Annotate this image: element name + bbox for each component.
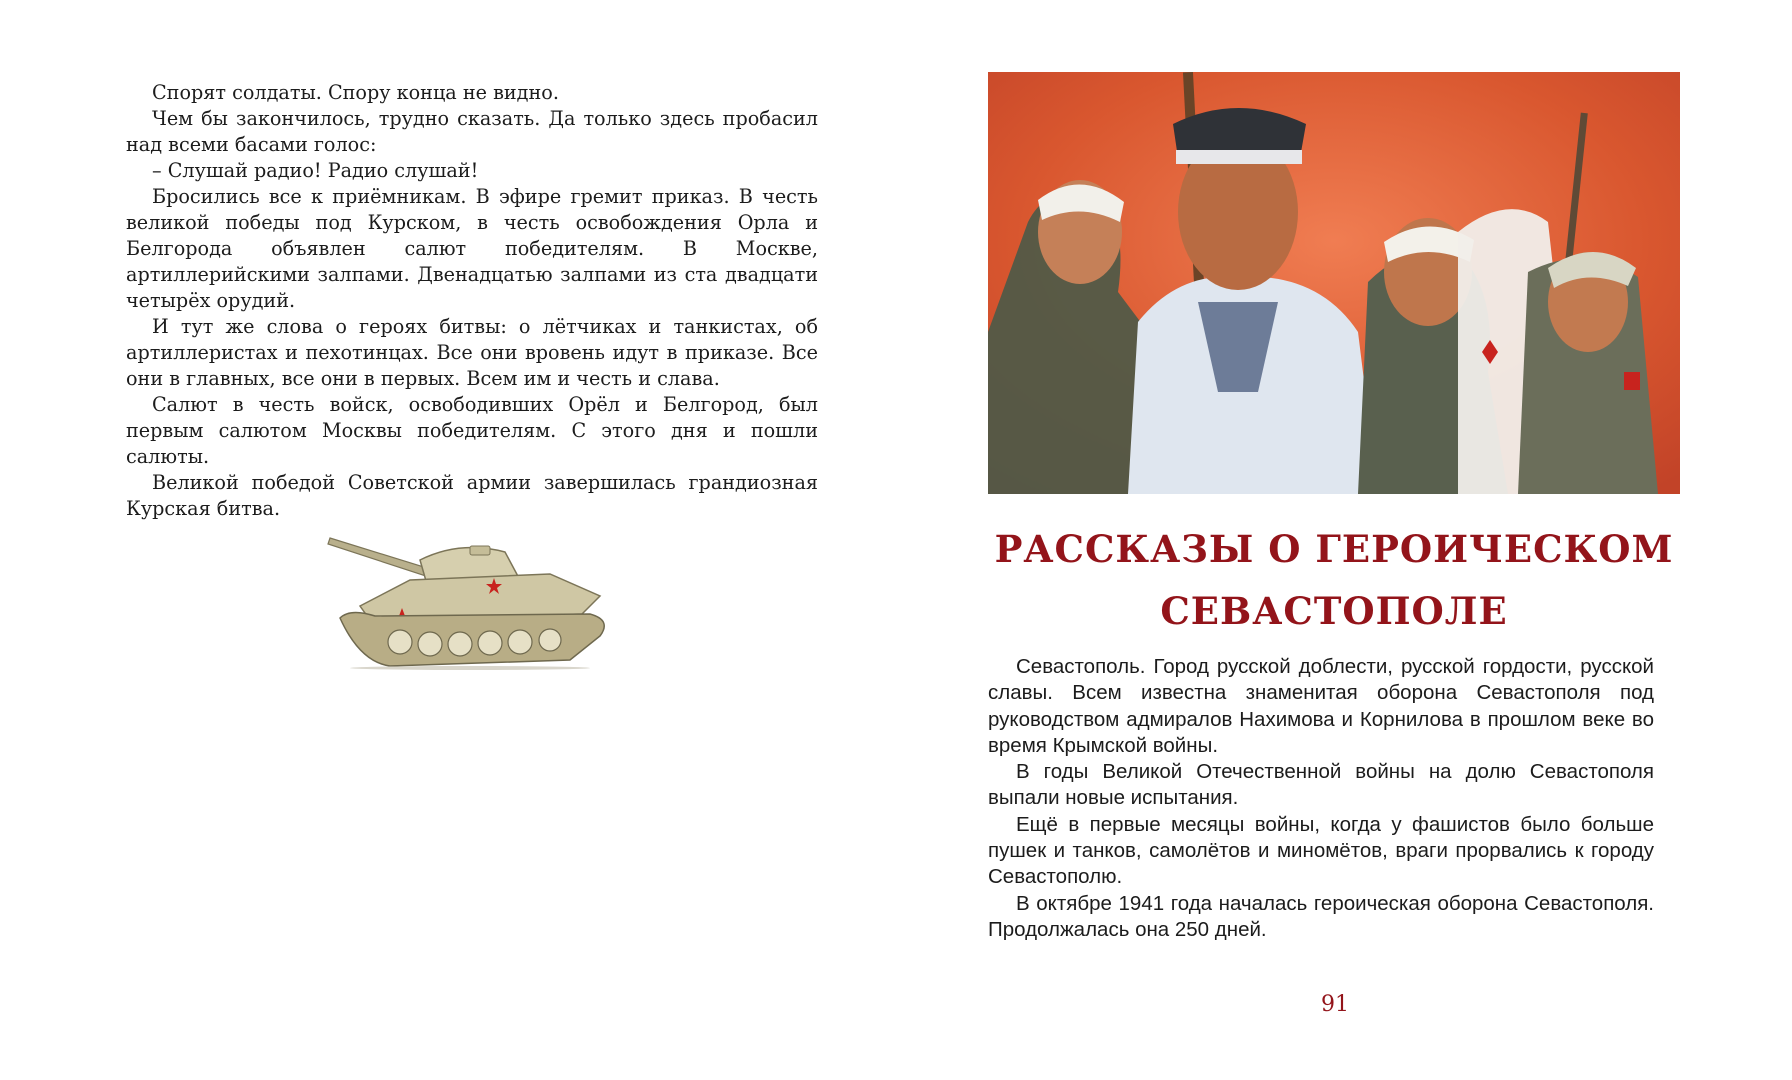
right-page-text [988, 654, 1654, 943]
paragraph: В октябре 1941 года началась героическая оборона Севастополя. Продолжалась она 250 дней. [988, 891, 1654, 941]
paragraph: И тут же слова о героях битвы: о лётчиках и танкистах, об артиллеристах и пехотинцах. Все они вровень идут в приказе. Все они в главных, все они в первых. Всем им и честь и слава. [126, 315, 818, 390]
page-number: 91 [1321, 992, 1349, 1017]
war-heroes-illustration [988, 72, 1680, 494]
left-page-text [126, 80, 818, 522]
paragraph: Ещё в первые месяцы войны, когда у фашистов было больше пушек и танков, самолётов и миномётов, враги прорвались к городу Севастополю. [988, 812, 1654, 889]
paragraph: – Слушай радио! Радио слушай! [152, 159, 479, 182]
chapter-title-line: СЕВАСТОПОЛЕ [1160, 589, 1508, 633]
paragraph: Салют в честь войск, освободивших Орёл и Белгород, был первым салютом Москвы победителям. С этого дня и пошли салюты. [126, 393, 818, 468]
paragraph: Спорят солдаты. Спору конца не видно. [152, 81, 559, 104]
chapter-title-line: РАССКАЗЫ О ГЕРОИЧЕСКОМ [994, 527, 1674, 571]
paragraph: В годы Великой Отечественной войны на долю Севастополя выпали новые испытания. [988, 760, 1654, 810]
paragraph: Севастополь. Город русской доблести, русской гордости, русской славы. Всем известна знаменитая оборона Севастополя под руководством адмиралов Нахимова и Корнилова в прошлом веке во время Крымской войны. [988, 655, 1654, 757]
paragraph: Чем бы закончилось, трудно сказать. Да только здесь пробасил над всеми басами голос: [126, 107, 818, 156]
tank-illustration [320, 510, 620, 670]
paragraph: Бросились все к приёмникам. В эфире гремит приказ. В честь великой победы под Курском, в честь освобождения Орла и Белгорода объявлен салют победителям. В Москве, артиллерийскими залпами. Двенадцатью залпами из ста двадцати четырёх орудий. [126, 185, 818, 312]
chapter-title [988, 518, 1680, 642]
paragraph: Великой победой Советской армии завершилась грандиозная Курская битва. [126, 471, 818, 520]
